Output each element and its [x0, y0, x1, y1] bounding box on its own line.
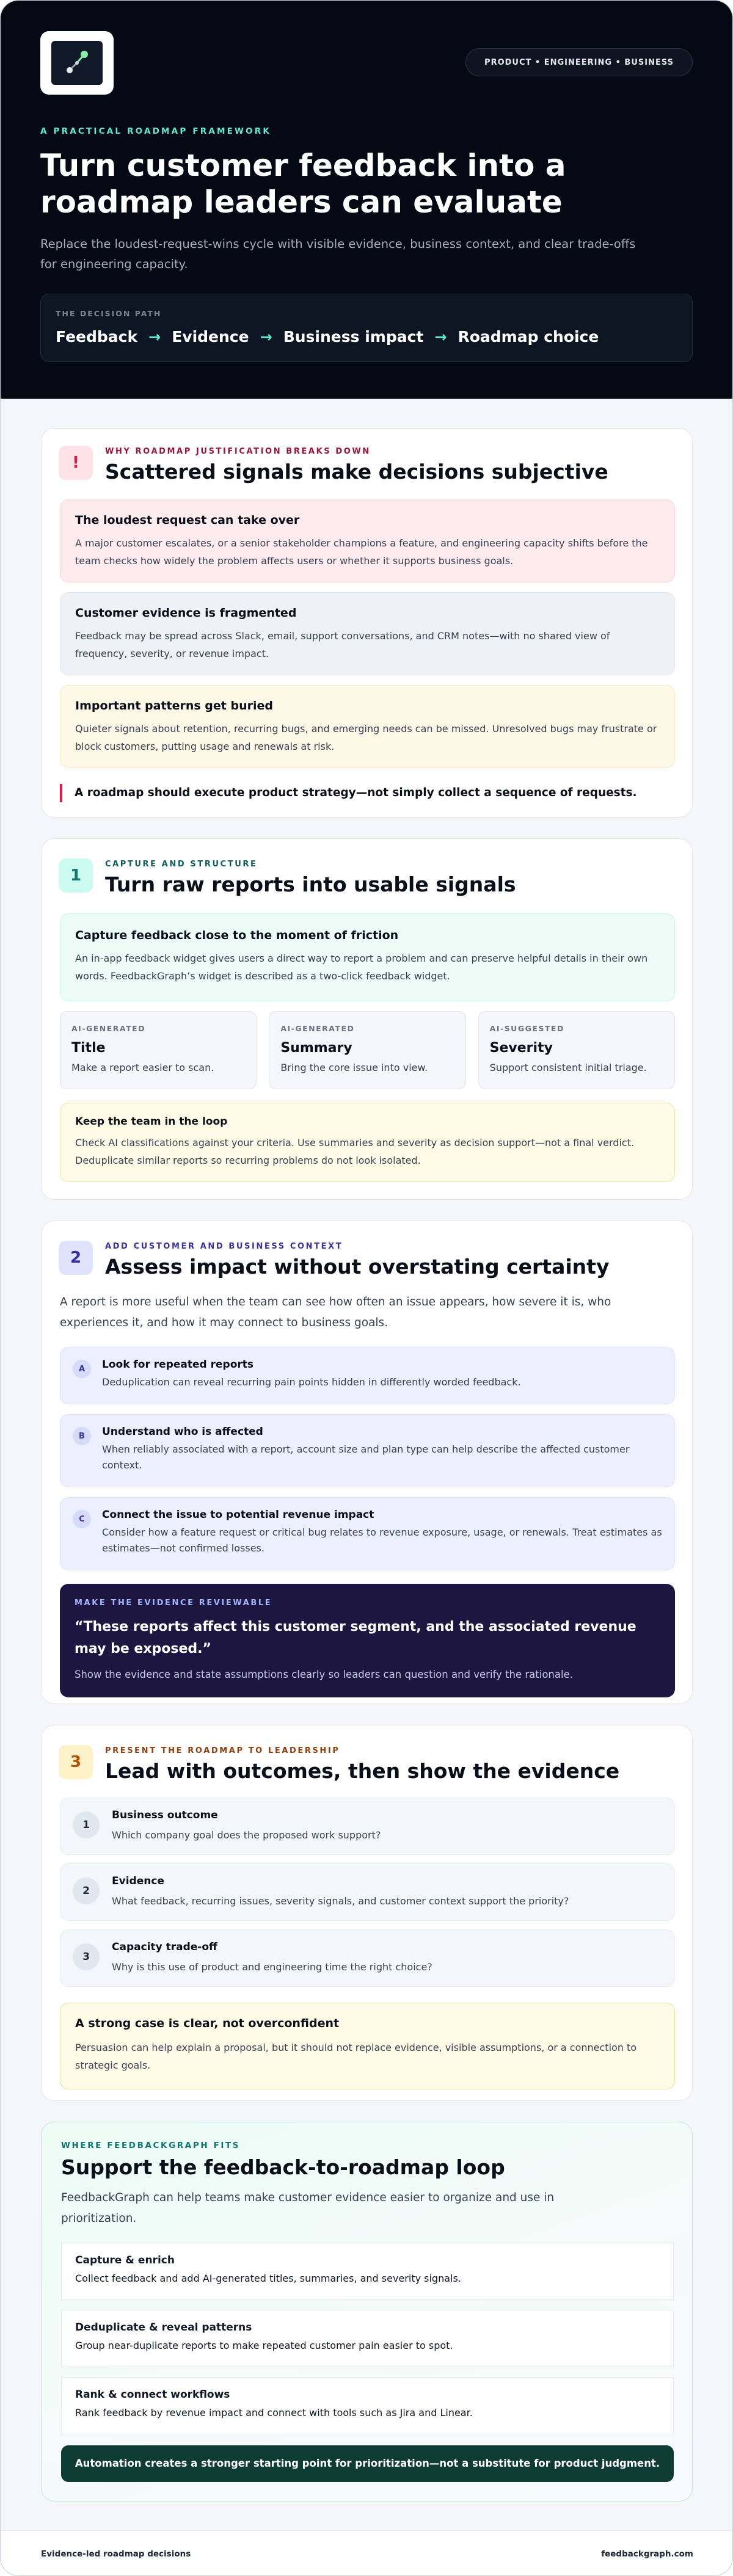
feature-text: Collect feedback and add AI-generated titles, summaries, and severity signals. — [75, 2273, 461, 2284]
review-kicker: MAKE THE EVIDENCE REVIEWABLE — [75, 1598, 272, 1608]
review-quote: “These reports affect this customer segment, and the associated revenue may be exposed.” — [75, 1619, 636, 1656]
section-feedbackgraph-card — [41, 2122, 693, 2502]
section-title: Turn raw reports into usable signals — [105, 873, 516, 896]
capture-title: Capture feedback close to the moment of friction — [75, 929, 399, 942]
review-callout — [60, 1584, 675, 1697]
section-kicker: ADD CUSTOMER AND BUSINESS CONTEXT — [105, 1242, 343, 1251]
problem-item-title: Important patterns get buried — [75, 699, 273, 713]
impact-step — [60, 1414, 675, 1487]
impact-step-title: Understand who is affected — [102, 1426, 263, 1438]
ai-field-card — [60, 1011, 257, 1089]
section-intro: A report is more useful when the team can see how often an issue appears, how severe it is, who experiences it, and how it may connect to business goals. — [60, 1296, 611, 1329]
section-title: Support the feedback-to-roadmap loop — [61, 2155, 505, 2179]
hero-subtitle: Replace the loudest-request-wins cycle with visible evidence, business context, and clear trade-offs for engineering capacity. — [40, 237, 636, 271]
problem-item-text: Feedback may be spread across Slack, email, support conversations, and CRM notes—with no shared view of frequency, severity, or revenue impact. — [75, 630, 610, 659]
ai-field-title: Summary — [280, 1040, 352, 1056]
section-kicker: WHERE FEEDBACKGRAPH FITS — [61, 2141, 241, 2150]
feature-title: Deduplicate & reveal patterns — [75, 2321, 252, 2334]
impact-step-title: Look for repeated reports — [102, 1359, 254, 1371]
logo — [40, 31, 114, 95]
feature-item — [61, 2243, 674, 2300]
footer-url[interactable]: feedbackgraph.com — [601, 2549, 693, 2559]
audience-badge: PRODUCT • ENGINEERING • BUSINESS — [465, 48, 693, 76]
impact-step-title: Connect the issue to potential revenue impact — [102, 1509, 374, 1521]
row-number: 3 — [73, 1943, 100, 1970]
section-kicker: WHY ROADMAP JUSTIFICATION BREAKS DOWN — [105, 447, 371, 456]
path-step: Roadmap choice — [458, 328, 599, 346]
section-header — [42, 429, 692, 484]
outcome-row-text: Why is this use of product and engineering time the right choice? — [112, 1961, 432, 1973]
section-title: Scattered signals make decisions subjective — [105, 460, 608, 484]
path-step: Business impact — [283, 328, 424, 346]
page-title: Turn customer feedback into a roadmap leaders can evaluate — [40, 148, 566, 220]
capture-text: An in-app feedback widget gives users a direct way to report a problem and can preserve helpful details in their own words. FeedbackGraph’s widget is described as a two-click feedback widget. — [75, 952, 648, 982]
section-capture-card — [41, 838, 693, 1200]
ai-field-title: Severity — [489, 1040, 553, 1056]
section-problem-card — [41, 428, 693, 818]
impact-step-text: Deduplication can reveal recurring pain points hidden in differently worded feedback. — [102, 1376, 521, 1388]
path-step: Evidence — [172, 328, 249, 346]
arrow-right-icon: → — [434, 328, 447, 346]
section-title: Lead with outcomes, then show the evidence — [105, 1759, 620, 1783]
arrow-right-icon: → — [148, 328, 161, 346]
feature-text: Rank feedback by revenue impact and connect with tools such as Jira and Linear. — [75, 2407, 473, 2418]
hero-section — [1, 1, 732, 399]
section-header — [42, 1725, 692, 1783]
impact-step-text: When reliably associated with a report, account size and plan type can help describe the affected customer context. — [102, 1443, 630, 1471]
ai-field-text: Make a report easier to scan. — [71, 1062, 214, 1073]
feature-title: Capture & enrich — [75, 2254, 175, 2266]
outcome-row-title: Capacity trade-off — [112, 1941, 217, 1953]
step-number-badge: 3 — [59, 1745, 93, 1779]
strong-case-text: Persuasion can help explain a proposal, but it should not replace evidence, visible assumptions, or a connection to strategic goals. — [75, 2042, 637, 2071]
alert-icon: ! — [59, 446, 93, 480]
section-conclusion: A roadmap should execute product strategy—not simply collect a sequence of requests. — [60, 784, 692, 802]
step-number-badge: 1 — [59, 858, 93, 893]
feature-text: Group near-duplicate reports to make repeated customer pain easier to spot. — [75, 2340, 453, 2351]
review-text: Show the evidence and state assumptions clearly so leaders can question and verify the rationale. — [75, 1669, 573, 1680]
footer-tagline: Evidence-led roadmap decisions — [41, 2549, 191, 2559]
section-intro: FeedbackGraph can help teams make customer evidence easier to organize and use in prioritization. — [61, 2191, 555, 2225]
capture-callout — [60, 913, 675, 1001]
ai-field-text: Support consistent initial triage. — [489, 1062, 647, 1073]
team-loop-title: Keep the team in the loop — [75, 1116, 228, 1128]
problem-item — [60, 499, 675, 582]
decision-path — [40, 294, 693, 362]
ai-field-tag: AI-SUGGESTED — [489, 1024, 564, 1033]
row-number: 1 — [73, 1812, 100, 1838]
problem-item-text: A major customer escalates, or a senior stakeholder champions a feature, and engineering capacity shifts before the team checks how widely the problem affects users or whether it supports business goals. — [75, 537, 648, 567]
feature-item — [61, 2310, 674, 2367]
ai-field-tag: AI-GENERATED — [71, 1024, 146, 1033]
problem-item-title: The loudest request can take over — [75, 513, 300, 527]
outcome-row-text: What feedback, recurring issues, severity signals, and customer context support the priority? — [112, 1895, 569, 1907]
strong-case-title: A strong case is clear, not overconfident — [75, 2017, 340, 2030]
ai-field-tag: AI-GENERATED — [280, 1024, 355, 1033]
problem-item-text: Quieter signals about retention, recurring bugs, and emerging needs can be missed. Unresolved bugs may frustrate or block customers, putting usage and renewals at risk. — [75, 723, 657, 752]
impact-step-text: Consider how a feature request or critical bug relates to revenue exposure, usage, or renewals. Treat estimates as estimates—not confirmed losses. — [102, 1526, 662, 1554]
outcome-row — [60, 1798, 675, 1855]
section-title: Assess impact without overstating certainty — [105, 1255, 610, 1279]
arrow-right-icon: → — [260, 328, 272, 346]
ai-fields-grid — [60, 1011, 675, 1089]
row-number: 2 — [73, 1878, 100, 1904]
ai-field-text: Bring the core issue into view. — [280, 1062, 428, 1073]
feature-title: Rank & connect workflows — [75, 2389, 230, 2401]
ai-field-card — [269, 1011, 465, 1089]
outcome-row — [60, 1929, 675, 1987]
ai-field-card — [478, 1011, 675, 1089]
team-loop-callout — [60, 1103, 675, 1182]
outcome-row-title: Business outcome — [112, 1809, 218, 1821]
step-letter: C — [73, 1510, 91, 1528]
problem-item — [60, 685, 675, 768]
section-leadership-card — [41, 1725, 693, 2101]
section-header — [42, 1221, 692, 1279]
outcome-row-text: Which company goal does the proposed work support? — [112, 1829, 381, 1841]
section-impact-card — [41, 1221, 693, 1704]
outcome-row — [60, 1863, 675, 1921]
section-kicker: PRESENT THE ROADMAP TO LEADERSHIP — [105, 1746, 340, 1755]
strong-case-callout — [60, 2003, 675, 2089]
problem-item-title: Customer evidence is fragmented — [75, 606, 297, 620]
ai-field-title: Title — [71, 1040, 106, 1056]
step-letter: B — [73, 1427, 91, 1445]
section-header — [42, 839, 692, 896]
graph-node-icon — [51, 41, 103, 85]
impact-step — [60, 1497, 675, 1570]
closing-banner: Automation creates a stronger starting point for prioritization—not a substitute for product judgment. — [61, 2445, 674, 2482]
path-step: Feedback — [56, 328, 138, 346]
decision-path-label: THE DECISION PATH — [56, 309, 162, 318]
impact-step — [60, 1347, 675, 1404]
section-kicker: CAPTURE AND STRUCTURE — [105, 860, 258, 869]
step-letter: A — [73, 1360, 91, 1378]
page-footer — [1, 2530, 733, 2576]
team-loop-text: Check AI classifications against your criteria. Use summaries and severity as decision support—not a final verdict. Deduplicate similar reports so recurring problems do not look isolated. — [75, 1137, 635, 1166]
step-number-badge: 2 — [59, 1241, 93, 1275]
decision-path-steps — [56, 328, 677, 346]
problem-item — [60, 592, 675, 675]
hero-eyebrow: A PRACTICAL ROADMAP FRAMEWORK — [40, 126, 272, 136]
outcome-row-title: Evidence — [112, 1875, 164, 1887]
feature-item — [61, 2377, 674, 2434]
